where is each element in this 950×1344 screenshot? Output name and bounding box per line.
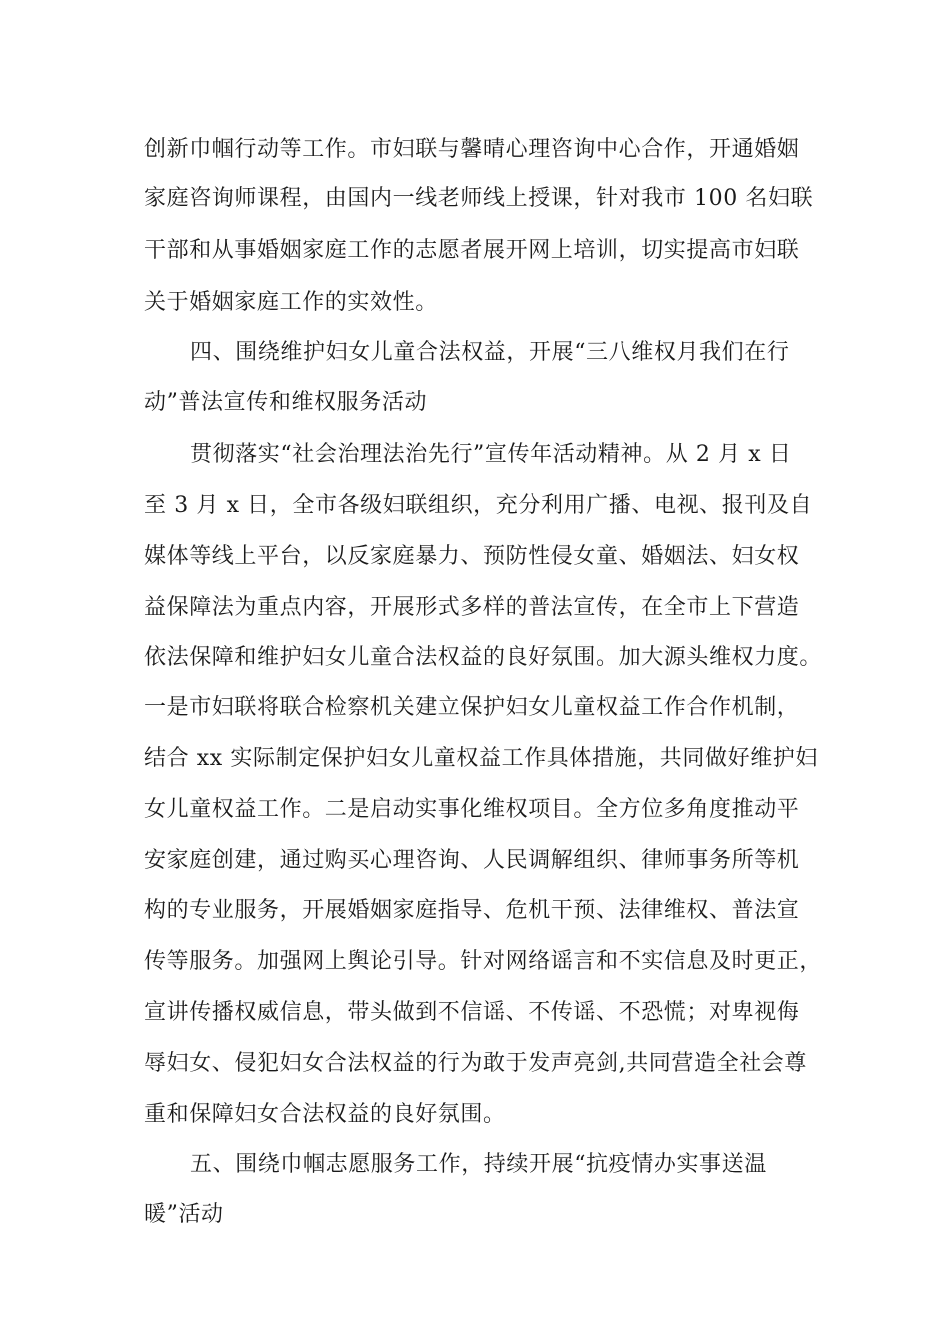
text-line: 传等服务。加强网上舆论引导。针对网络谣言和不实信息及时更正，: [144, 949, 823, 974]
text-line: 媒体等线上平台，以反家庭暴力、预防性侵女童、婚姻法、妇女权: [144, 544, 800, 569]
text-line: 创新巾帼行动等工作。市妇联与馨晴心理咨询中心合作，开通婚姻: [144, 137, 800, 162]
text-line: 女儿童权益工作。二是启动实事化维权项目。全方位多角度推动平: [144, 797, 800, 822]
text-line: 贯彻落实“社会治理法治先行”宣传年活动精神。从 2 月 x 日: [190, 442, 792, 467]
text-line: 结合 xx 实际制定保护妇女儿童权益工作具体措施，共同做好维护妇: [144, 746, 819, 771]
text-line: 干部和从事婚姻家庭工作的志愿者展开网上培训，切实提高市妇联: [144, 238, 800, 263]
text-line: 一是市妇联将联合检察机关建立保护妇女儿童权益工作合作机制，: [144, 695, 800, 720]
text-line: 关于婚姻家庭工作的实效性。: [144, 290, 438, 315]
text-line: 安家庭创建，通过购买心理咨询、人民调解组织、律师事务所等机: [144, 848, 800, 873]
section-heading-5: 五、围绕巾帼志愿服务工作，持续开展“抗疫情办实事送温: [190, 1152, 767, 1177]
text-line: 依法保障和维护妇女儿童合法权益的良好氛围。加大源头维权力度。: [144, 645, 823, 670]
section-heading-5-cont: 暖”活动: [144, 1202, 224, 1227]
text-line: 家庭咨询师课程，由国内一线老师线上授课，针对我市 100 名妇联: [144, 186, 814, 211]
text-line: 益保障法为重点内容，开展形式多样的普法宣传，在全市上下营造: [144, 595, 800, 620]
section-heading-4: 四、围绕维护妇女儿童合法权益，开展“三八维权月我们在行: [190, 340, 790, 365]
text-line: 构的专业服务，开展婚姻家庭指导、危机干预、法律维权、普法宣: [144, 898, 800, 923]
section-heading-4-cont: 动”普法宣传和维权服务活动: [144, 390, 428, 415]
text-line: 宣讲传播权威信息，带头做到不信谣、不传谣、不恐慌；对卑视侮: [144, 1000, 800, 1025]
text-line: 至 3 月 x 日，全市各级妇联组织，充分利用广播、电视、报刊及自: [144, 493, 813, 518]
text-line: 辱妇女、侵犯妇女合法权益的行为敢于发声亮剑,共同营造全社会尊: [144, 1051, 807, 1076]
text-line: 重和保障妇女合法权益的良好氛围。: [144, 1102, 506, 1127]
